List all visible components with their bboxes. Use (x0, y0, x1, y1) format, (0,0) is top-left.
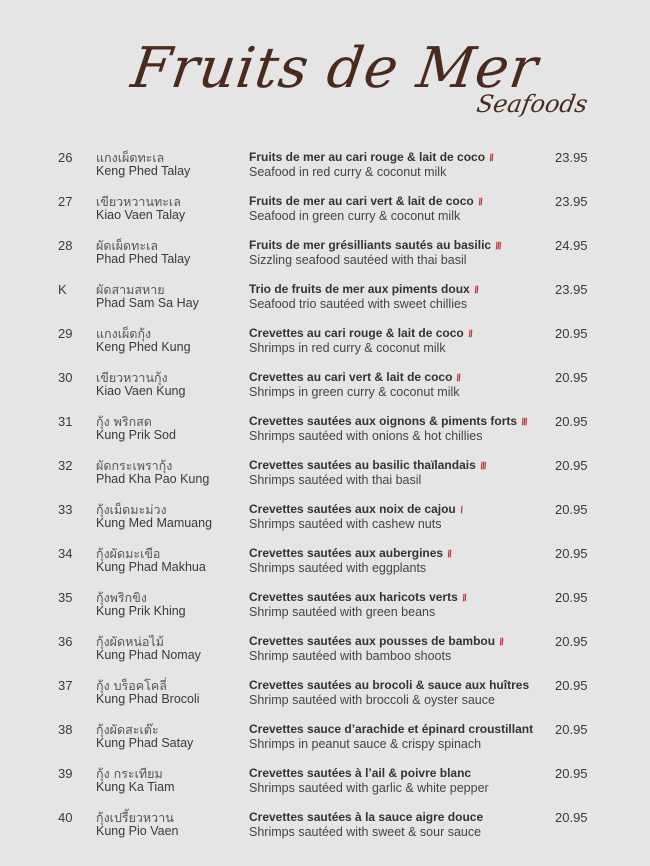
chili-pepper-icon: \\ (445, 549, 453, 560)
item-thai-name: ผัดกระเพรากุ้ง (96, 458, 173, 473)
menu-item (0, 280, 650, 324)
item-thai-name: กุ้ง พริกสด (96, 414, 152, 429)
menu-list (0, 148, 650, 852)
item-number: 35 (58, 590, 73, 605)
menu-item (0, 368, 650, 412)
item-romanized-name: Kiao Vaen Talay (96, 208, 186, 222)
item-english-description: Shrimps sautéed with cashew nuts (249, 517, 442, 531)
item-french-description (249, 810, 487, 824)
item-french-description (249, 414, 526, 428)
item-number: 29 (58, 326, 73, 341)
french-text: Crevettes sautées au basilic thaïlandais (249, 458, 476, 472)
french-text: Crevettes sautées à l’ail & poivre blanc (249, 766, 472, 780)
item-thai-name: กุ้งเปรี้ยวหวาน (96, 810, 174, 825)
item-price: 20.95 (555, 766, 588, 781)
item-number: 33 (58, 502, 73, 517)
menu-item (0, 236, 650, 280)
item-price: 20.95 (555, 414, 588, 429)
item-thai-name: แกงเผ็ดทะเล (96, 150, 165, 165)
item-price: 23.95 (555, 282, 588, 297)
item-english-description: Shrimps sautéed with eggplants (249, 561, 427, 575)
item-english-description: Sizzling seafood sautéed with thai basil (249, 253, 467, 267)
item-romanized-name: Kung Phad Nomay (96, 648, 201, 662)
item-number: 32 (58, 458, 73, 473)
item-french-description (249, 590, 465, 604)
chili-pepper-icon: \\ (460, 593, 467, 604)
french-text: Crevettes au cari vert & lait de coco (249, 370, 453, 384)
item-romanized-name: Keng Phed Kung (96, 340, 191, 354)
menu-item (0, 324, 650, 368)
item-thai-name: ผัดสามสหาย (96, 282, 165, 297)
menu-item (0, 500, 650, 544)
chili-pepper-icon: \\ (487, 153, 495, 164)
french-text: Trio de fruits de mer aux piments doux (249, 282, 470, 296)
item-english-description: Shrimp sautéed with broccoli & oyster sauce (249, 693, 495, 707)
item-number: 28 (58, 238, 73, 253)
item-number: 40 (58, 810, 73, 825)
item-thai-name: เขียวหวานทะเล (96, 194, 181, 209)
menu-item (0, 148, 650, 192)
page-subtitle: Seafoods (474, 90, 590, 118)
french-text: Crevettes sautées aux haricots verts (249, 590, 458, 604)
french-text: Crevettes sautées aux pousses de bambou (249, 634, 496, 648)
item-price: 20.95 (555, 634, 588, 649)
item-romanized-name: Keng Phed Talay (96, 164, 191, 178)
chili-pepper-icon: \\\ (519, 417, 528, 428)
menu-item (0, 588, 650, 632)
item-price: 20.95 (555, 678, 588, 693)
menu-item (0, 632, 650, 676)
french-text: Crevettes sauce d’arachide et épinard croustillant (249, 722, 534, 736)
chili-pepper-icon: \\ (476, 197, 483, 208)
french-text: Fruits de mer au cari rouge & lait de coco (249, 150, 486, 164)
item-french-description (249, 766, 475, 780)
item-thai-name: กุ้ง บร็อคโคลี่ (96, 678, 167, 693)
item-number: 39 (58, 766, 73, 781)
item-french-description (249, 458, 485, 472)
menu-item (0, 192, 650, 236)
french-text: Fruits de mer au cari vert & lait de coco (249, 194, 474, 208)
item-english-description: Shrimps in red curry & coconut milk (249, 341, 446, 355)
item-english-description: Shrimps sautéed with onions & hot chillies (249, 429, 483, 443)
item-french-description (249, 502, 462, 516)
item-thai-name: เขียวหวานกุ้ง (96, 370, 168, 385)
item-number: 31 (58, 414, 73, 429)
item-thai-name: แกงเผ็ดกุ้ง (96, 326, 152, 341)
item-english-description: Shrimps in green curry & coconut milk (249, 385, 460, 399)
item-thai-name: กุ้งผัดมะเขือ (96, 546, 161, 561)
item-thai-name: กุ้ง กระเทียม (96, 766, 163, 781)
item-french-description (249, 282, 477, 296)
item-price: 20.95 (555, 370, 588, 385)
french-text: Crevettes sautées aux noix de cajou (249, 502, 456, 516)
french-text: Crevettes sautées à la sauce aigre douce (249, 810, 484, 824)
item-french-description (249, 150, 493, 164)
item-romanized-name: Phad Phed Talay (96, 252, 191, 266)
chili-pepper-icon: \\\ (478, 461, 487, 472)
item-romanized-name: Kiao Vaen Kung (96, 384, 186, 398)
item-price: 20.95 (555, 458, 588, 473)
menu-item (0, 808, 650, 852)
item-french-description (249, 326, 471, 340)
item-price: 20.95 (555, 722, 588, 737)
menu-header (0, 0, 650, 140)
item-romanized-name: Kung Ka Tiam (96, 780, 175, 794)
chili-pepper-icon: \\ (454, 373, 462, 384)
item-english-description: Shrimps in peanut sauce & crispy spinach (249, 737, 482, 751)
chili-pepper-icon: \\ (466, 329, 473, 340)
item-english-description: Seafood in red curry & coconut milk (249, 165, 447, 179)
item-romanized-name: Kung Phad Makhua (96, 560, 206, 574)
item-price: 20.95 (555, 590, 588, 605)
item-romanized-name: Kung Phad Brocoli (96, 692, 200, 706)
item-thai-name: กุ้งพริกขิง (96, 590, 147, 605)
item-romanized-name: Kung Phad Satay (96, 736, 194, 750)
item-french-description (249, 546, 451, 560)
menu-item (0, 720, 650, 764)
item-price: 23.95 (555, 150, 588, 165)
item-number: 30 (58, 370, 73, 385)
item-number: 36 (58, 634, 73, 649)
item-price: 23.95 (555, 194, 588, 209)
french-text: Fruits de mer grésilliants sautés au basilic (249, 238, 492, 252)
item-number: 38 (58, 722, 73, 737)
item-price: 20.95 (555, 810, 588, 825)
item-price: 20.95 (555, 502, 588, 517)
menu-item (0, 676, 650, 720)
page-title: Fruits de Mer (127, 36, 543, 101)
item-number: K (58, 282, 67, 297)
chili-pepper-icon: \ (458, 505, 464, 516)
item-english-description: Shrimps sautéed with thai basil (249, 473, 422, 487)
menu-item (0, 544, 650, 588)
item-french-description (249, 238, 500, 252)
item-price: 20.95 (555, 546, 588, 561)
item-french-description (249, 370, 460, 384)
item-romanized-name: Kung Med Mamuang (96, 516, 213, 530)
item-french-description (249, 194, 481, 208)
item-french-description (249, 634, 503, 648)
item-number: 27 (58, 194, 73, 209)
item-price: 24.95 (555, 238, 588, 253)
item-price: 20.95 (555, 326, 588, 341)
item-thai-name: กุ้งผัดสะเต๊ะ (96, 722, 159, 737)
item-english-description: Seafood in green curry & coconut milk (249, 209, 461, 223)
item-french-description (249, 722, 537, 736)
chili-pepper-icon: \\\ (493, 241, 502, 252)
chili-pepper-icon: \\ (497, 637, 505, 648)
item-romanized-name: Phad Sam Sa Hay (96, 296, 199, 310)
french-text: Crevettes au cari rouge & lait de coco (249, 326, 464, 340)
french-text: Crevettes sautées aux oignons & piments forts (249, 414, 518, 428)
item-english-description: Shrimp sautéed with bamboo shoots (249, 649, 452, 663)
french-text: Crevettes sautées au brocoli & sauce aux huîtres (249, 678, 530, 692)
chili-pepper-icon: \\ (472, 285, 479, 296)
item-thai-name: กุ้งเม็ดมะม่วง (96, 502, 167, 517)
item-thai-name: ผัดเผ็ดทะเล (96, 238, 159, 253)
item-number: 34 (58, 546, 73, 561)
menu-item (0, 456, 650, 500)
item-romanized-name: Kung Pio Vaen (96, 824, 179, 838)
item-number: 26 (58, 150, 73, 165)
item-romanized-name: Phad Kha Pao Kung (96, 472, 210, 486)
item-english-description: Shrimps sautéed with sweet & sour sauce (249, 825, 482, 839)
item-number: 37 (58, 678, 73, 693)
item-english-description: Shrimps sautéed with garlic & white pepper (249, 781, 489, 795)
menu-item (0, 764, 650, 808)
item-english-description: Shrimp sautéed with green beans (249, 605, 436, 619)
french-text: Crevettes sautées aux aubergines (249, 546, 444, 560)
item-romanized-name: Kung Prik Sod (96, 428, 176, 442)
item-french-description (249, 678, 533, 692)
item-english-description: Seafood trio sautéed with sweet chillies (249, 297, 468, 311)
item-thai-name: กุ้งผัดหน่อไม้ (96, 634, 164, 649)
menu-item (0, 412, 650, 456)
item-romanized-name: Kung Prik Khing (96, 604, 186, 618)
